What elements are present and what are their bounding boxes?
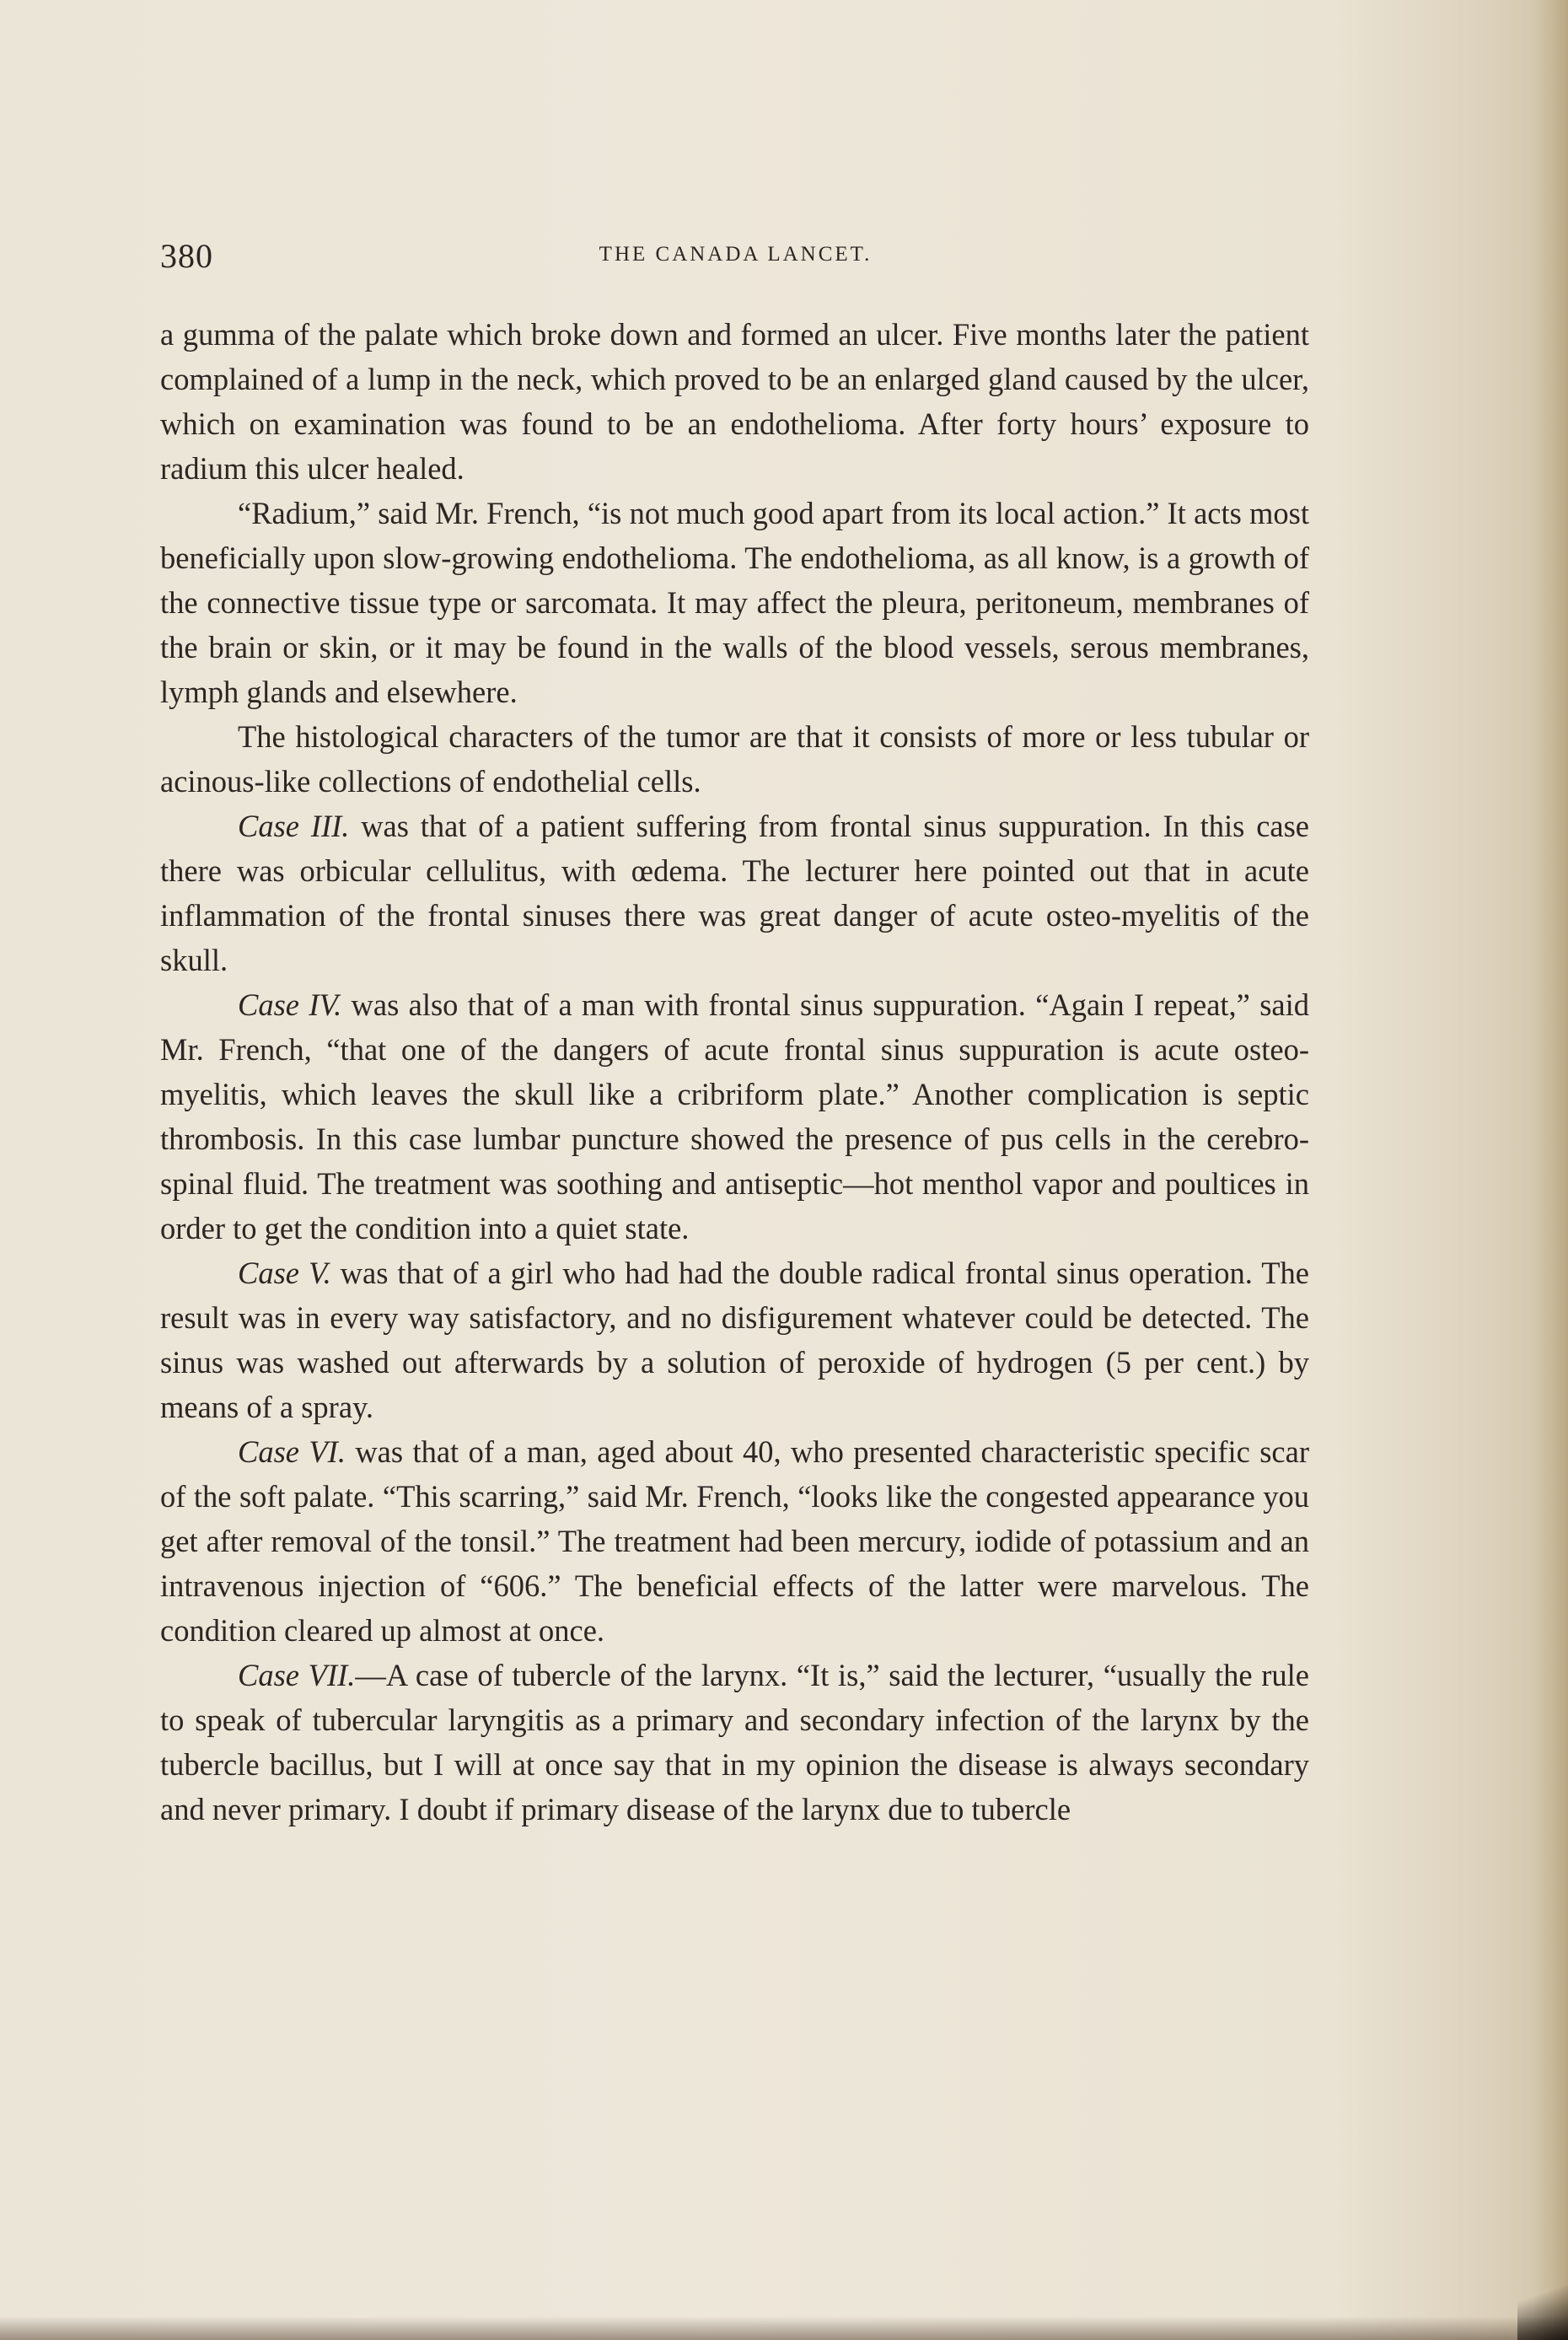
page-corner-shadow	[1517, 2264, 1568, 2340]
paragraph-text: was also that of a man with frontal sinus suppuration. “Again I repeat,” said Mr. French, “that one of the dangers of acute frontal sinus suppuration is acute osteo-myelitis, which leaves the skull like a cribriform plate.” Another complication is septic thrombosis. In this case lumbar puncture showed the presence of pus cells in the cerebro-spinal fluid. The treatment was soothing and antiseptic—hot menthol vapor and poultices in order to get the condition into a quiet state.	[160, 987, 1309, 1245]
paragraph-continuation	[160, 312, 1309, 491]
case-label: Case VI.	[238, 1434, 346, 1469]
paragraph-case-vi	[160, 1429, 1309, 1653]
running-head: THE CANADA LANCET.	[599, 243, 873, 266]
case-label: Case III.	[238, 809, 350, 843]
page-edge-shading	[1534, 0, 1568, 2340]
paragraph-text: “Radium,” said Mr. French, “is not much good apart from its local action.” It acts most beneficially upon slow-growing endothelioma. The endothelioma, as all know, is a growth of the connective tissue type or sarcomata. It may affect the pleura, peritoneum, membranes of the brain or skin, or it may be found in the walls of the blood vessels, serous membranes, lymph glands and elsewhere.	[160, 496, 1309, 709]
paragraph-case-iv	[160, 982, 1309, 1251]
body-text	[160, 312, 1309, 1832]
paragraph-text: was that of a girl who had had the double radical frontal sinus operation. The result was in every way satisfactory, and no disfigurement whatever could be detected. The sinus was washed out afterwards by a solution of peroxide of hydrogen (5 per cent.) by means of a spray.	[160, 1256, 1309, 1424]
paragraph-text: was that of a man, aged about 40, who presented characteristic specific scar of the soft palate. “This scarring,” said Mr. French, “looks like the congested appearance you get after removal of the tonsil.” The treatment had been mercury, iodide of potassium and an intravenous injection of “606.” The beneficial effects of the latter were marvelous. The condition cleared up almost at once.	[160, 1434, 1309, 1648]
paragraph-case-iii	[160, 804, 1309, 982]
case-label: Case VII.	[238, 1658, 356, 1692]
paragraph-text: —A case of tubercle of the larynx. “It is,” said the lecturer, “usually the rule to speak of tubercular laryngitis as a primary and secondary infection of the larynx by the tubercle bacillus, but I will at once say that in my opinion the disease is always secondary and never primary. I doubt if primary disease of the larynx due to tubercle	[160, 1658, 1309, 1826]
case-label: Case V.	[238, 1256, 331, 1290]
paragraph-case-v	[160, 1251, 1309, 1429]
page-header	[160, 233, 1311, 283]
page-number: 380	[160, 237, 213, 275]
paragraph-histology	[160, 714, 1309, 804]
paragraph-text: a gumma of the palate which broke down and formed an ulcer. Five months later the patient complained of a lump in the neck, which proved to be an enlarged gland caused by the ulcer, which on examination was found to be an endothelioma. After forty hours’ exposure to radium this ulcer healed.	[160, 317, 1309, 486]
case-label: Case IV.	[238, 987, 342, 1022]
paragraph-text: was that of a patient suffering from frontal sinus suppuration. In this case there was orbicular cellulitus, with œdema. The lecturer here pointed out that in acute inflammation of the frontal sinuses there was great danger of acute osteo-myelitis of the skull.	[160, 809, 1309, 977]
paragraph-text: The histological characters of the tumor are that it consists of more or less tubular or acinous-like collections of endothelial cells.	[160, 719, 1309, 799]
page-bottom-shadow	[0, 2316, 1568, 2340]
paragraph-case-vii	[160, 1653, 1309, 1832]
paragraph-radium-quote	[160, 491, 1309, 714]
